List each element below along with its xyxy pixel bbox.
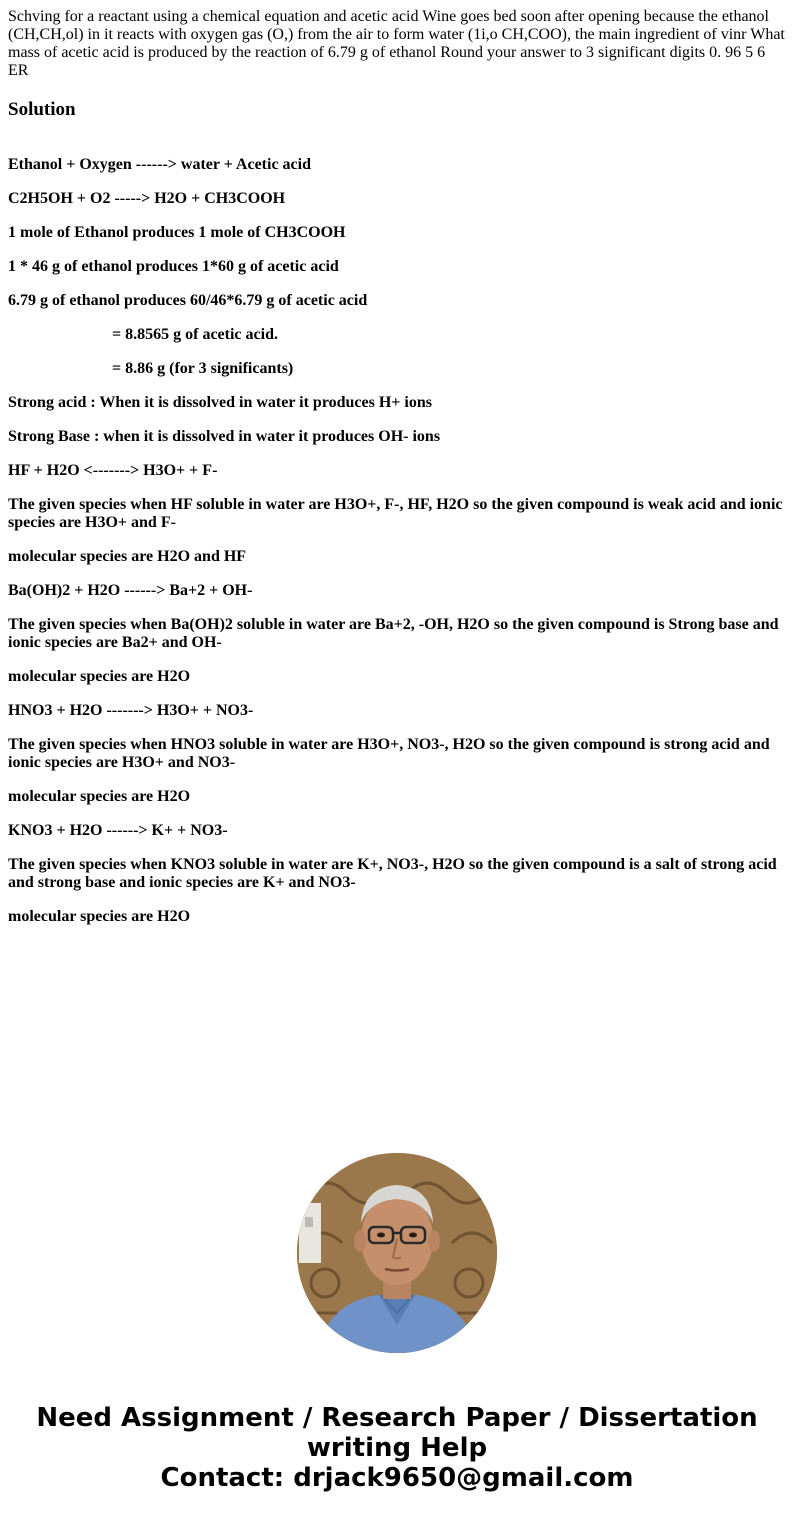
calculation-line: 6.79 g of ethanol produces 60/46*6.79 g of acetic acid <box>8 292 368 309</box>
footer-contact-line: Contact: drjack9650@gmail.com <box>160 1463 634 1493</box>
question-text: Schving for a reactant using a chemical equation and acetic acid Wine goes bed soon after opening because the ethanol (CH,CH,ol) in it reacts with oxygen gas (O,) from the air to form water (1i,o CH,COO), the main ingredient of vinr What mass of acetic acid is produced by the reaction of 6.79 g of ethanol Round your answer to 3 significant digits 0. 96 5 6 ER <box>8 8 785 79</box>
strong-acid-definition: Strong acid : When it is dissolved in water it produces H+ ions <box>8 394 432 411</box>
hno3-equation: HNO3 + H2O -------> H3O+ + NO3- <box>8 702 254 719</box>
baoh2-molecular-species: molecular species are H2O <box>8 668 191 685</box>
rounded-result-line: = 8.86 g (for 3 significants) <box>112 360 294 377</box>
footer-line-2: writing Help <box>306 1433 488 1463</box>
hf-equation: HF + H2O <-------> H3O+ + F- <box>8 462 218 479</box>
solution-heading: Solution <box>8 99 76 120</box>
kno3-equation: KNO3 + H2O ------> K+ + NO3- <box>8 822 228 839</box>
mole-ratio-line: 1 mole of Ethanol produces 1 mole of CH3COOH <box>8 224 346 241</box>
footer-line-1: Need Assignment / Research Paper / Dissertation <box>36 1403 758 1433</box>
solution-body <box>8 156 788 942</box>
hf-explanation: The given species when HF soluble in water are H3O+, F-, HF, H2O so the given compound is weak acid and ionic species are H3O+ and F- <box>8 496 783 531</box>
hf-molecular-species: molecular species are H2O and HF <box>8 548 247 565</box>
strong-base-definition: Strong Base : when it is dissolved in water it produces OH- ions <box>8 428 441 445</box>
kno3-explanation: The given species when KNO3 soluble in water are K+, NO3-, H2O so the given compound is a salt of strong acid and strong base and ionic species are K+ and NO3- <box>8 856 777 891</box>
hno3-explanation: The given species when HNO3 soluble in water are H3O+, NO3-, H2O so the given compound is strong acid and ionic species are H3O+ and NO3- <box>8 736 770 771</box>
baoh2-equation: Ba(OH)2 + H2O ------> Ba+2 + OH- <box>8 582 253 599</box>
kno3-molecular-species: molecular species are H2O <box>8 908 191 925</box>
hno3-molecular-species: molecular species are H2O <box>8 788 191 805</box>
baoh2-explanation: The given species when Ba(OH)2 soluble in water are Ba+2, -OH, H2O so the given compound is Strong base and ionic species are Ba2+ and OH- <box>8 616 779 651</box>
footer-promo <box>0 1403 794 1493</box>
mass-ratio-line: 1 * 46 g of ethanol produces 1*60 g of acetic acid <box>8 258 339 275</box>
tutor-portrait-image <box>297 1153 497 1353</box>
reaction-word-equation: Ethanol + Oxygen ------> water + Acetic acid <box>8 156 311 173</box>
reaction-formula-equation: C2H5OH + O2 -----> H2O + CH3COOH <box>8 190 286 207</box>
result-line: = 8.8565 g of acetic acid. <box>112 326 278 343</box>
tutor-avatar <box>297 1153 497 1353</box>
